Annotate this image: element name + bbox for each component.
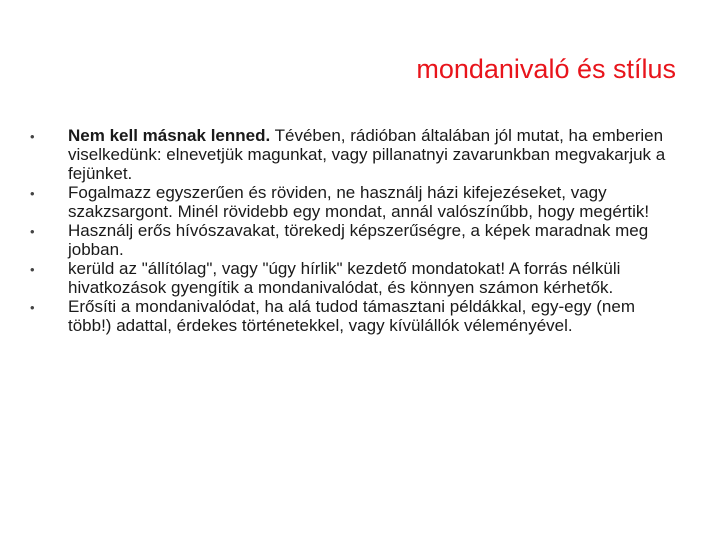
bullet-icon: • bbox=[30, 224, 35, 239]
bullet-item-4 bbox=[30, 259, 680, 297]
bullet-text: Tévében, rádióban általában jól mutat, ha emberien viselkedünk: elnevetjük magunkat, vagy pillanatnyi zavarunkban megvakarjuk a fejünket. bbox=[68, 126, 666, 183]
bullet-icon: • bbox=[30, 186, 35, 201]
bullet-text: kerüld az "állítólag", vagy "úgy hírlik" kezdető mondatokat! A forrás nélküli hivatkozások gyengítik a mondanivalódat, és könnyen számon kérhetők. bbox=[68, 259, 621, 297]
bullet-text: Erősíti a mondanivalódat, ha alá tudod támasztani példákkal, egy-egy (nem több!) adattal, érdekes történetekkel, vagy kívülállók véleményével. bbox=[68, 297, 635, 335]
bullet-text: Használj erős hívószavakat, törekedj képszerűségre, a képek maradnak meg jobban. bbox=[68, 221, 649, 259]
bullet-list bbox=[30, 126, 680, 335]
bullet-text: Fogalmazz egyszerűen és röviden, ne használj házi kifejezéseket, vagy szakzsargont. Minél rövidebb egy mondat, annál valószínűbb, hogy megértik! bbox=[68, 183, 650, 221]
bullet-item-5 bbox=[30, 297, 680, 335]
bullet-icon: • bbox=[30, 129, 35, 144]
bullet-item-2 bbox=[30, 183, 680, 221]
bullet-lead: Nem kell másnak lenned. bbox=[68, 126, 271, 145]
slide-title: mondanivaló és stílus bbox=[416, 54, 676, 84]
bullet-item-1 bbox=[30, 126, 680, 183]
bullet-icon: • bbox=[30, 300, 35, 315]
bullet-item-3 bbox=[30, 221, 680, 259]
bullet-icon: • bbox=[30, 262, 35, 277]
